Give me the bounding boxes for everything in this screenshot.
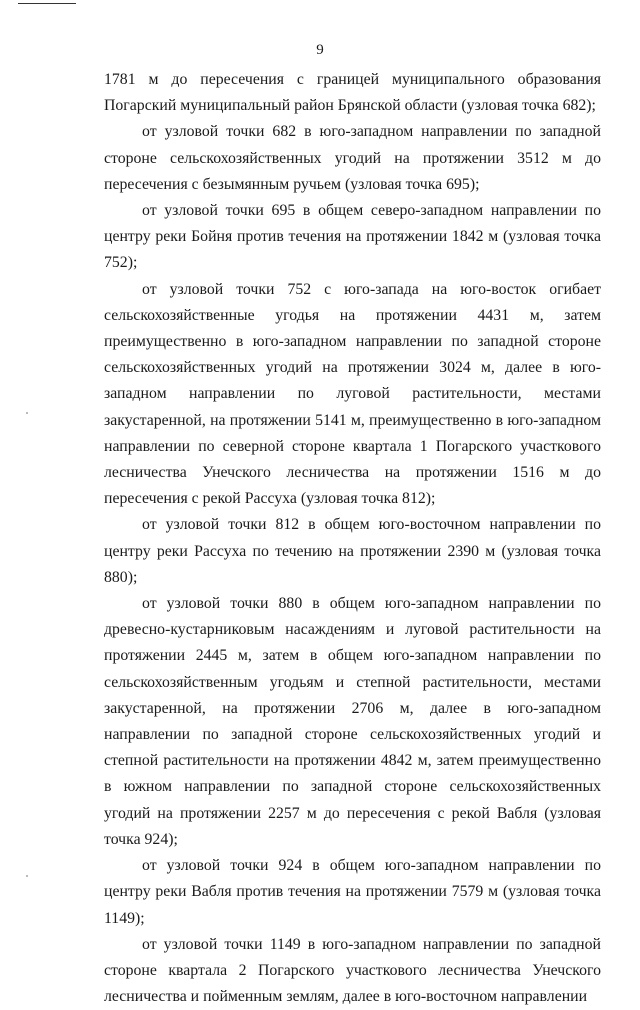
paragraph: от узловой точки 695 в общем северо-западном направлении по центру реки Бойня против течения на протяжении 1842 м (узловая точка 752); — [104, 202, 601, 272]
paragraph: от узловой точки 880 в общем юго-западном направлении по древесно-кустарниковым насаждениям и луговой растительности на протяжении 2445 м, затем в общем юго-западном направлении по сельскохозяйственным угодьям и степной растительности, местами закустаренной, на протяжении 2706 м, далее в юго-западном направлении по западной стороне сельскохозяйственных угодий и степной растительности на протяжении 4842 м, затем преимущественно в южном направлении по западной стороне сельскохозяйственных угодий на протяжении 2257 м до пересечения с рекой Вабля (узловая точка 924); — [104, 595, 601, 848]
top-rule — [18, 3, 76, 4]
page-number: 9 — [316, 42, 324, 58]
paragraph: от узловой точки 682 в юго-западном направлении по западной стороне сельскохозяйственных угодий на протяжении 3512 м до пересечения с безымянным ручьем (узловая точка 695); — [104, 123, 601, 193]
document-body — [104, 67, 601, 1010]
scan-speck — [26, 875, 28, 877]
scan-speck — [26, 412, 28, 414]
paragraph: от узловой точки 752 с юго-запада на юго-восток огибает сельскохозяйственные угодья на протяжении 4431 м, затем преимущественно в юго-западном направлении по западной стороне сельскохозяйственных угодий на протяжении 3024 м, далее в юго-западном направлении по луговой растительности, местами закустаренной, на протяжении 5141 м, преимущественно в юго-западном направлении по северной стороне квартала 1 Погарского участкового лесничества Унечского лесничества на протяжении 1516 м до пересечения с рекой Рассуха (узловая точка 812); — [104, 280, 601, 508]
paragraph: от узловой точки 812 в общем юго-восточном направлении по центру реки Рассуха по течению на протяжении 2390 м (узловая точка 880); — [104, 516, 601, 586]
paragraph: 1781 м до пересечения с границей муниципального образования Погарский муниципальный район Брянской области (узловая точка 682); — [104, 71, 601, 115]
paragraph: от узловой точки 924 в общем юго-западном направлении по центру реки Вабля против течения на протяжении 7579 м (узловая точка 1149); — [104, 857, 601, 927]
paragraph: от узловой точки 1149 в юго-западном направлении по западной стороне квартала 2 Погарского участкового лесничества Унечского лесничества и пойменным землям, далее в юго-восточном направлении — [104, 935, 601, 1006]
